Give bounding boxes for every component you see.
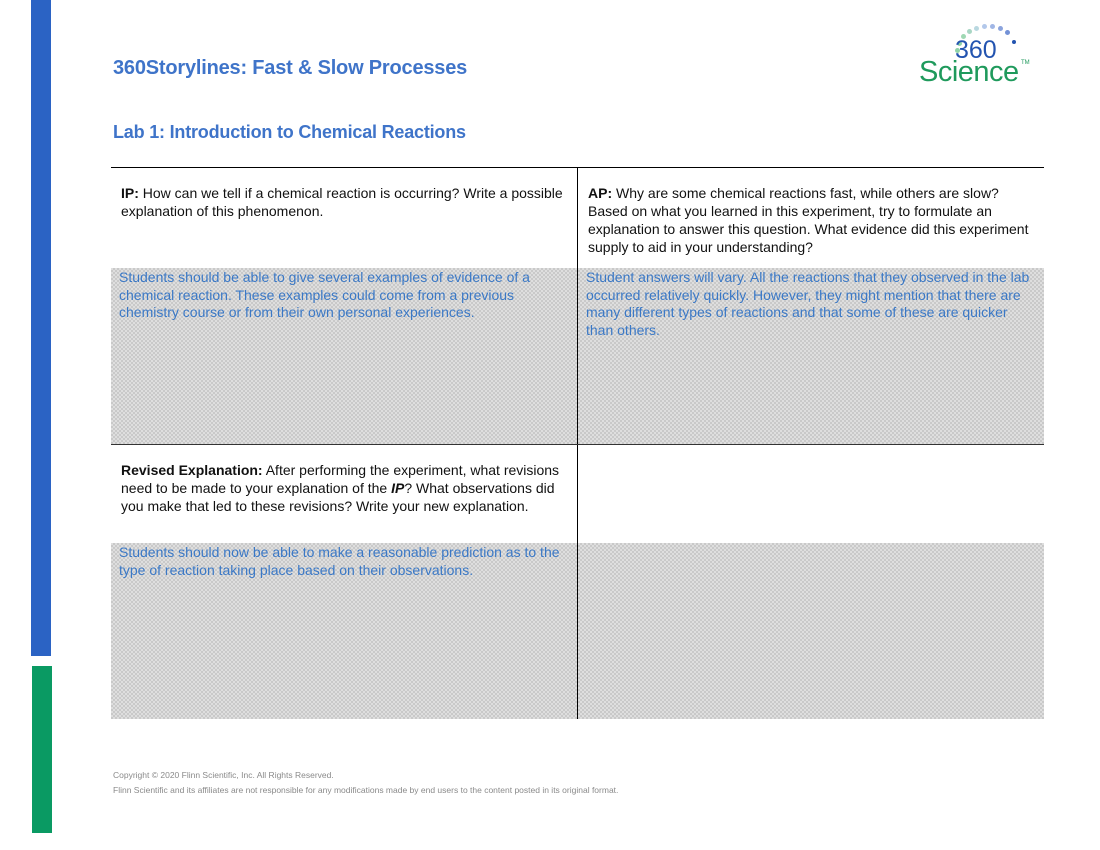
page-title: 360Storylines: Fast & Slow Processes	[113, 57, 468, 79]
answer-row-2	[111, 543, 1044, 719]
ap-question: Why are some chemical reactions fast, while others are slow? Based on what you learned in this experiment, try to formulate an explanation to answer this question. What evidence did this experiment supply to aid in your understanding?	[588, 185, 1029, 255]
revised-ip-emphasis: IP	[391, 480, 405, 496]
logo-trademark: TM	[1021, 60, 1030, 66]
prompt-row-2	[111, 445, 1044, 543]
ap-prompt-cell	[578, 168, 1044, 268]
copyright-text: Copyright © 2020 Flinn Scientific, Inc. All Rights Reserved.	[113, 770, 334, 780]
ip-prompt-cell	[111, 168, 578, 268]
ap-answer-field[interactable]: Student answers will vary. All the reactions that they observed in the lab occurred relatively quickly. However, they might mention that there are many different types of reactions and that some of these are quicker than others.	[578, 268, 1044, 444]
revised-prompt	[111, 445, 577, 515]
empty-prompt-cell	[578, 445, 1044, 543]
revised-question-part1: After performing the experiment, what revisions need to be made to your explanation of the	[121, 462, 560, 496]
revised-label: Revised Explanation:	[121, 462, 263, 478]
prompt-row-1	[111, 168, 1044, 268]
answer-row-1	[111, 268, 1044, 444]
360-science-logo	[915, 24, 1035, 90]
revised-answer-field[interactable]: Students should now be able to make a reasonable prediction as to the type of reaction taking place based on their observations.	[111, 543, 578, 719]
left-blue-bar	[31, 0, 51, 656]
revised-prompt-cell	[111, 445, 578, 543]
ap-prompt	[578, 168, 1044, 256]
empty-answer-field[interactable]	[578, 543, 1044, 719]
revised-question-part2: ? What observations did you make that led to these revisions? Write your new explanation.	[121, 480, 555, 514]
logo-number: 360	[955, 36, 997, 64]
logo-word: Science	[919, 56, 1019, 88]
lab-worksheet-table	[111, 167, 1044, 719]
ip-label: IP:	[121, 185, 139, 201]
left-green-bar	[32, 666, 52, 833]
ip-question: How can we tell if a chemical reaction is occurring? Write a possible explanation of this phenomenon.	[121, 185, 563, 219]
ip-answer-field[interactable]: Students should be able to give several examples of evidence of a chemical reaction. These examples could come from a previous chemistry course or from their own personal experiences.	[111, 268, 578, 444]
lab-subtitle: Lab 1: Introduction to Chemical Reactions	[113, 122, 466, 142]
logo-degree-icon	[1012, 40, 1016, 44]
ap-label: AP:	[588, 185, 613, 201]
ip-prompt	[111, 168, 577, 220]
disclaimer-text: Flinn Scientific and its affiliates are not responsible for any modifications made by end users to the content posted in its original format.	[113, 785, 619, 795]
